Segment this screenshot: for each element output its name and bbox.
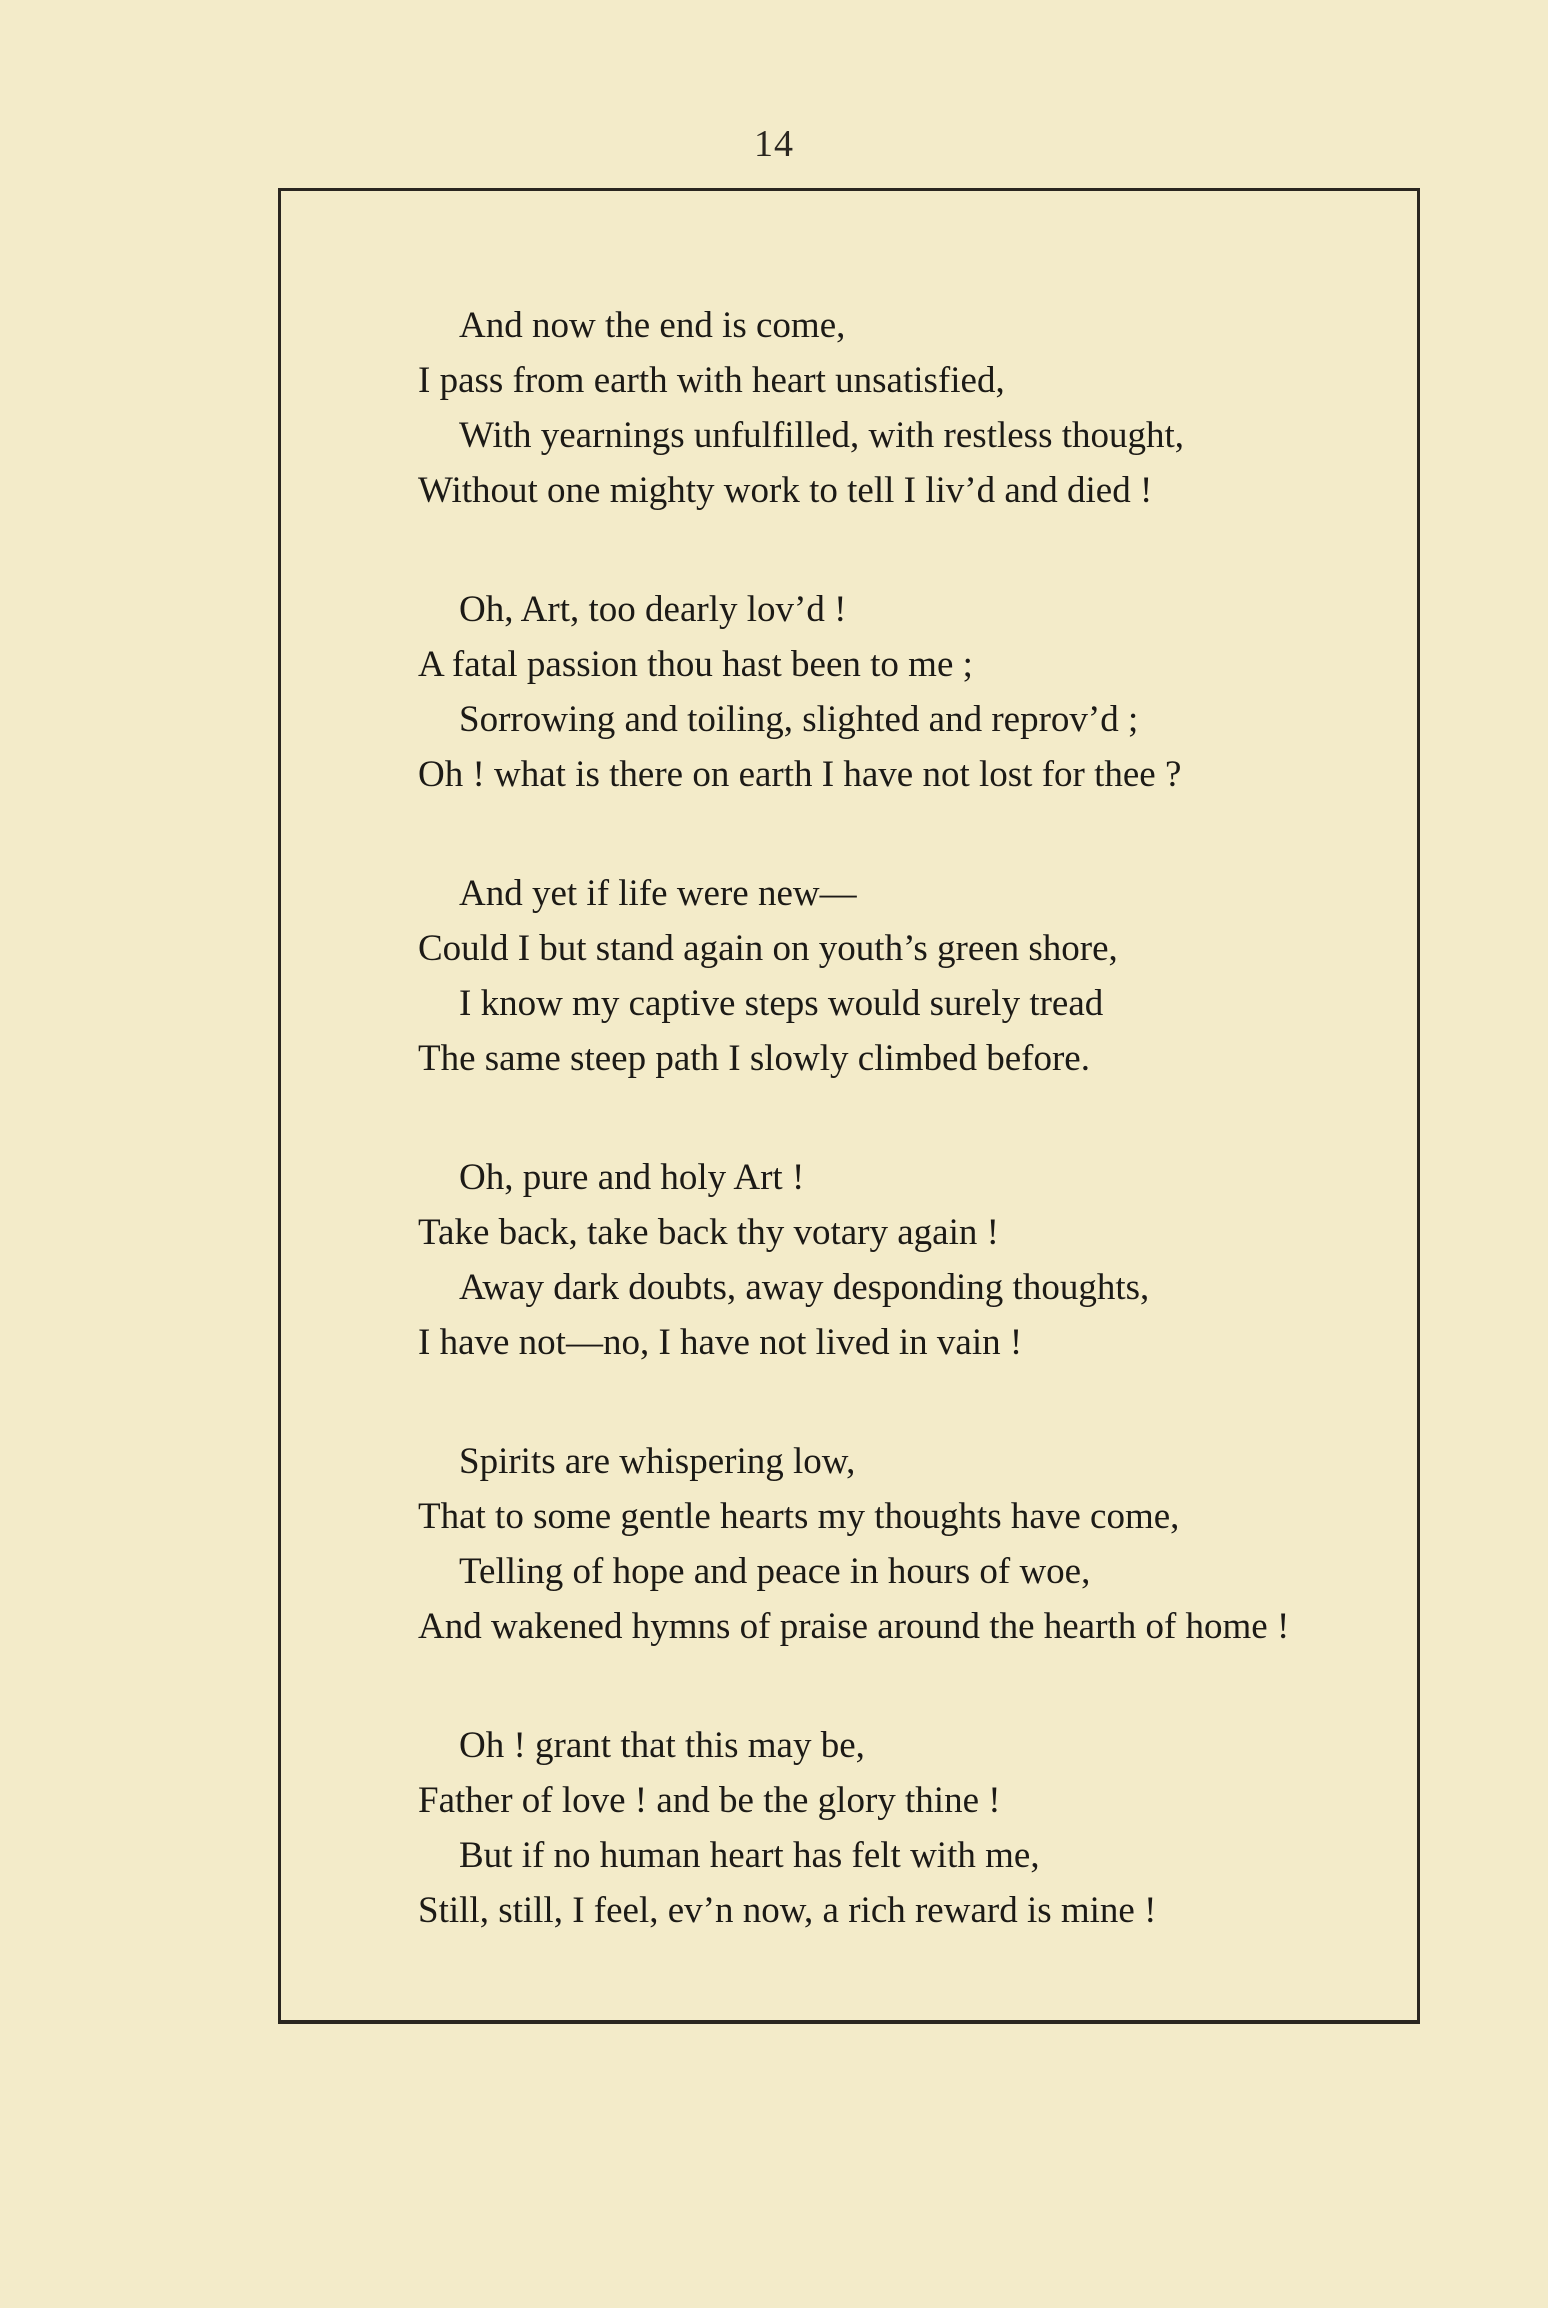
poem-line: Oh, pure and holy Art ! — [459, 1157, 805, 1198]
poem-line: With yearnings unfulfilled, with restless thought, — [459, 415, 1185, 456]
poem-line: The same steep path I slowly climbed before. — [418, 1038, 1090, 1079]
poem-line: Telling of hope and peace in hours of woe, — [459, 1551, 1091, 1592]
poem-line: Oh, Art, too dearly lov’d ! — [459, 589, 847, 630]
poem-line: And yet if life were new— — [459, 873, 857, 914]
poem-line: Away dark doubts, away desponding thoughts, — [459, 1267, 1150, 1308]
stanza-1 — [418, 298, 1408, 518]
poem-line: That to some gentle hearts my thoughts have come, — [418, 1496, 1180, 1537]
stanza-5 — [418, 1434, 1408, 1654]
stanza-3 — [418, 866, 1408, 1086]
stanza-4 — [418, 1150, 1408, 1370]
stanza-2 — [418, 582, 1408, 802]
poem-line: Sorrowing and toiling, slighted and reprov’d ; — [459, 699, 1139, 740]
poem-line: I know my captive steps would surely tread — [459, 983, 1104, 1024]
poem-line: Oh ! grant that this may be, — [459, 1725, 865, 1766]
stanza-6 — [418, 1718, 1408, 1938]
poem-line: A fatal passion thou hast been to me ; — [418, 644, 973, 685]
poem-line: I have not—no, I have not lived in vain ! — [418, 1322, 1023, 1363]
poem-line: Without one mighty work to tell I liv’d and died ! — [418, 470, 1153, 511]
poem-line: Take back, take back thy votary again ! — [418, 1212, 999, 1253]
poem-line: And wakened hymns of praise around the hearth of home ! — [418, 1606, 1290, 1647]
poem-line: Still, still, I feel, ev’n now, a rich reward is mine ! — [418, 1890, 1157, 1931]
poem-line: Could I but stand again on youth’s green shore, — [418, 928, 1118, 969]
poem-line: And now the end is come, — [459, 305, 846, 346]
poem-line: I pass from earth with heart unsatisfied, — [418, 360, 1005, 401]
poem-line: Oh ! what is there on earth I have not lost for thee ? — [418, 754, 1182, 795]
poem-line: Spirits are whispering low, — [459, 1441, 856, 1482]
poem — [418, 298, 1408, 2002]
poem-line: Father of love ! and be the glory thine ! — [418, 1780, 1001, 1821]
page-number: 14 — [754, 123, 794, 165]
poem-line: But if no human heart has felt with me, — [459, 1835, 1040, 1876]
